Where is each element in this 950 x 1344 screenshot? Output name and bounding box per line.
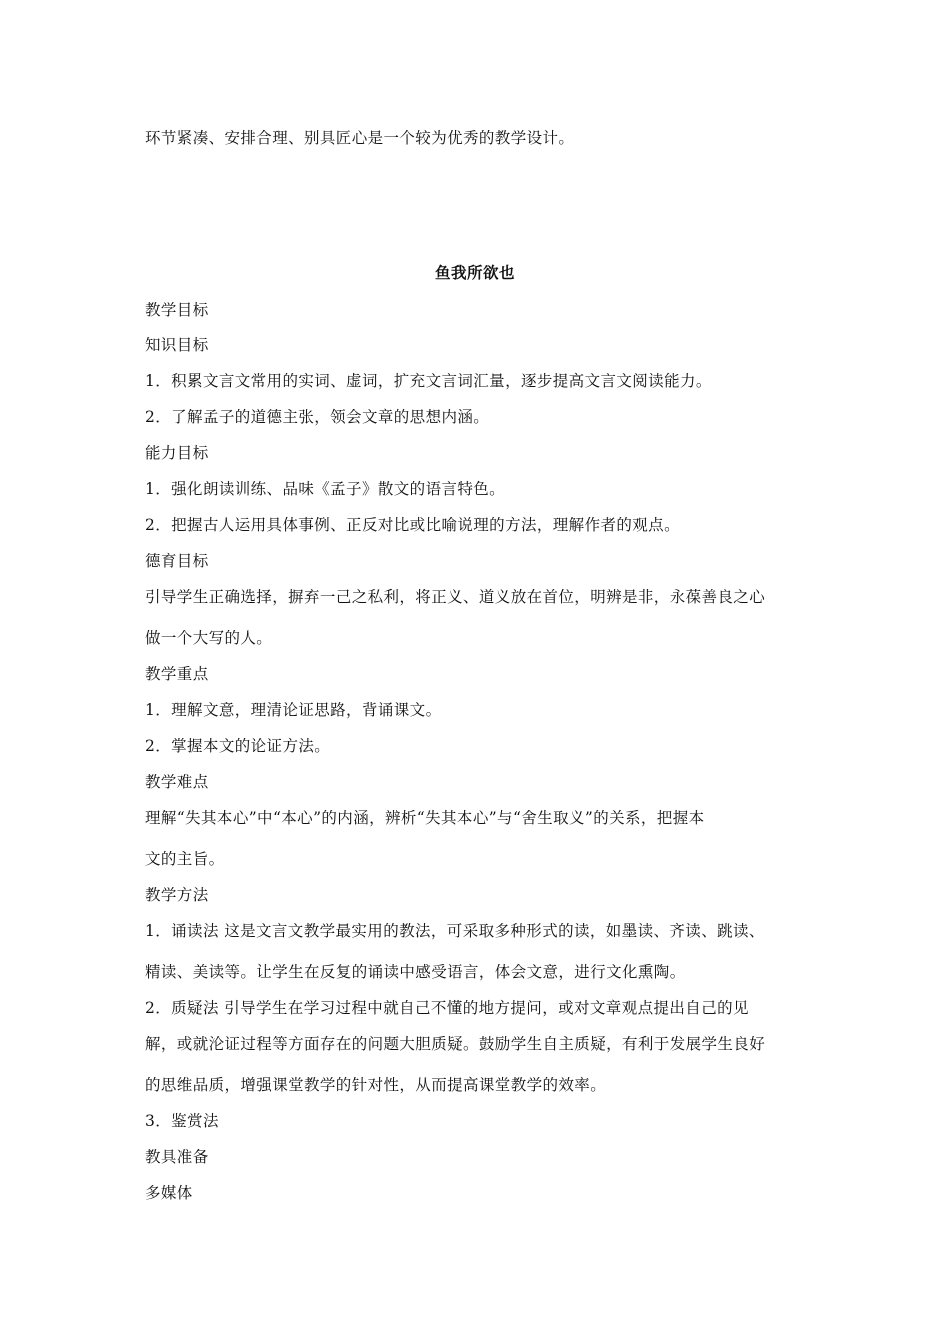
- subheading-ability-goals: 能力目标: [145, 444, 209, 462]
- text-line: 3．鉴赏法: [145, 1112, 219, 1130]
- text-line: 2．把握古人运用具体事例、正反对比或比喻说理的方法，理解作者的观点。: [145, 516, 680, 534]
- section-heading-difficulties: 教学难点: [145, 773, 209, 791]
- text-line: 1．诵读法 这是文言文教学最实用的教法，可采取多种形式的读，如墨读、齐读、跳读、: [145, 922, 765, 940]
- document-title: 鱼我所欲也: [434, 263, 515, 282]
- text-line: 精读、美读等。让学生在反复的诵读中感受语言，体会文意，进行文化熏陶。: [145, 963, 686, 981]
- subheading-moral-goals: 德育目标: [145, 552, 209, 570]
- text-line: 2．质疑法 引导学生在学习过程中就自己不懂的地方提问，或对文章观点提出自己的见: [145, 999, 749, 1017]
- section-heading-key-points: 教学重点: [145, 665, 209, 683]
- text-line: 2．掌握本文的论证方法。: [145, 737, 331, 755]
- text-line: 1．理解文意，理清论证思路，背诵课文。: [145, 701, 442, 719]
- section-heading-methods: 教学方法: [145, 886, 209, 904]
- text-line: 多媒体: [145, 1184, 193, 1202]
- text-line: 引导学生正确选择，摒弃一己之私利，将正义、道义放在首位，明辨是非，永葆善良之心: [145, 588, 766, 606]
- subheading-knowledge-goals: 知识目标: [145, 336, 209, 354]
- text-line: 的思维品质，增强课堂教学的针对性，从而提高课堂教学的效率。: [145, 1076, 607, 1094]
- text-line: 1．积累文言文常用的实词、虚词，扩充文言词汇量，逐步提高文言文阅读能力。: [145, 372, 712, 390]
- section-heading-teaching-goals: 教学目标: [145, 301, 209, 319]
- text-line: 文的主旨。: [145, 850, 225, 868]
- intro-paragraph: 环节紧凑、安排合理、别具匠心是一个较为优秀的教学设计。: [145, 129, 575, 147]
- section-heading-materials: 教具准备: [145, 1148, 209, 1166]
- text-line: 理解“失其本心”中“本心”的内涵，辨析“失其本心”与“舍生取义”的关系，把握本: [145, 809, 705, 827]
- text-line: 1．强化朗读训练、品味《孟子》散文的语言特色。: [145, 480, 506, 498]
- text-line: 做一个大写的人。: [145, 629, 273, 647]
- text-line: 2．了解孟子的道德主张，领会文章的思想内涵。: [145, 408, 490, 426]
- text-line: 解，或就沦证过程等方面存在的问题大胆质疑。鼓励学生自主质疑，有利于发展学生良好: [145, 1035, 766, 1053]
